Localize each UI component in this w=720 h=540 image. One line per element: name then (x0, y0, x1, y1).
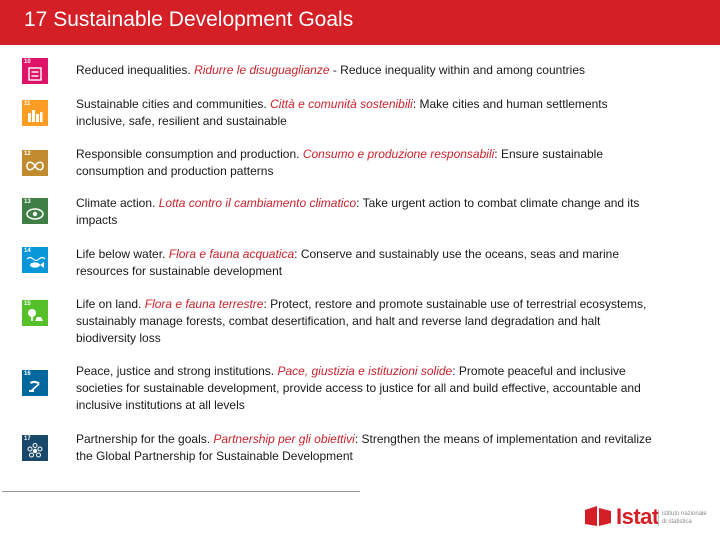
goal-text-12 (76, 146, 656, 180)
goal-description: : Promote peaceful and inclusive societies for sustainable development, provide access to justice for all and build effective, accountable and inclusive institutions at all levels (76, 364, 641, 412)
footer-divider (2, 491, 360, 492)
istat-logo-subtitle: istituto nazionale di statistica (658, 510, 707, 526)
istat-logo-mark-icon (583, 504, 613, 528)
sustainable-cities-icon: 11 (22, 100, 48, 126)
goal-description: : Protect, restore and promote sustainable use of terrestrial ecosystems, sustainably manage forests, combat desertification, and halt and reverse land degradation and halt biodiversity loss (76, 297, 647, 345)
goal-italian-title: Partnership per gli obiettivi (213, 432, 355, 446)
goal-italian-title: Flora e fauna acquatica (168, 247, 295, 261)
goal-english-title: Life on land. (76, 297, 142, 311)
life-on-land-icon: 15 (22, 300, 48, 326)
goal-description: : Take urgent action to combat climate change and its impacts (76, 196, 640, 227)
goal-text-14 (76, 246, 656, 280)
goal-english-title: Peace, justice and strong institutions. (76, 364, 275, 378)
goal-italian-title: Città e comunità sostenibili (270, 97, 413, 111)
goal-description: : Conserve and sustainably use the oceans, seas and marine resources for sustainable development (76, 247, 620, 278)
title-bar (0, 0, 720, 45)
goal-italian-title: Flora e fauna terrestre (144, 297, 264, 311)
goal-description: : Make cities and human settlements inclusive, safe, resilient and sustainable (76, 97, 608, 128)
responsible-consumption-icon: 12 (22, 150, 48, 176)
goal-text-10 (76, 62, 656, 79)
goal-text-13 (76, 195, 656, 229)
goal-text-17 (76, 431, 656, 465)
climate-action-icon: 13 (22, 198, 48, 224)
goal-italian-title: Consumo e produzione responsabili (302, 147, 495, 161)
goal-description: : Strengthen the means of implementation and revitalize the Global Partnership for Sustainable Development (76, 432, 652, 463)
istat-logo (583, 504, 720, 532)
goal-english-title: Sustainable cities and communities. (76, 97, 267, 111)
goal-english-title: Partnership for the goals. (76, 432, 211, 446)
page-title: 17 Sustainable Development Goals (24, 8, 354, 31)
goal-english-title: Responsible consumption and production. (76, 147, 300, 161)
life-below-water-icon: 14 (22, 247, 48, 273)
goal-italian-title: Ridurre le disuguaglianze (194, 63, 330, 77)
goal-text-11 (76, 96, 656, 130)
goal-italian-title: Lotta contro il cambiamento climatico (158, 196, 357, 210)
goal-text-16 (76, 363, 656, 414)
istat-logo-wordmark: Istat (616, 504, 659, 529)
peace-justice-icon: 16 (22, 370, 48, 396)
goal-english-title: Climate action. (76, 196, 156, 210)
goal-description: : Ensure sustainable consumption and production patterns (76, 147, 604, 178)
reduced-inequalities-icon: 10 (22, 58, 48, 84)
partnership-icon: 17 (22, 435, 48, 461)
goal-description: - Reduce inequality within and among countries (329, 63, 585, 77)
goal-english-title: Life below water. (76, 247, 166, 261)
goal-text-15 (76, 296, 656, 347)
goal-english-title: Reduced inequalities. (76, 63, 191, 77)
goal-italian-title: Pace, giustizia e istituzioni solide (277, 364, 453, 378)
